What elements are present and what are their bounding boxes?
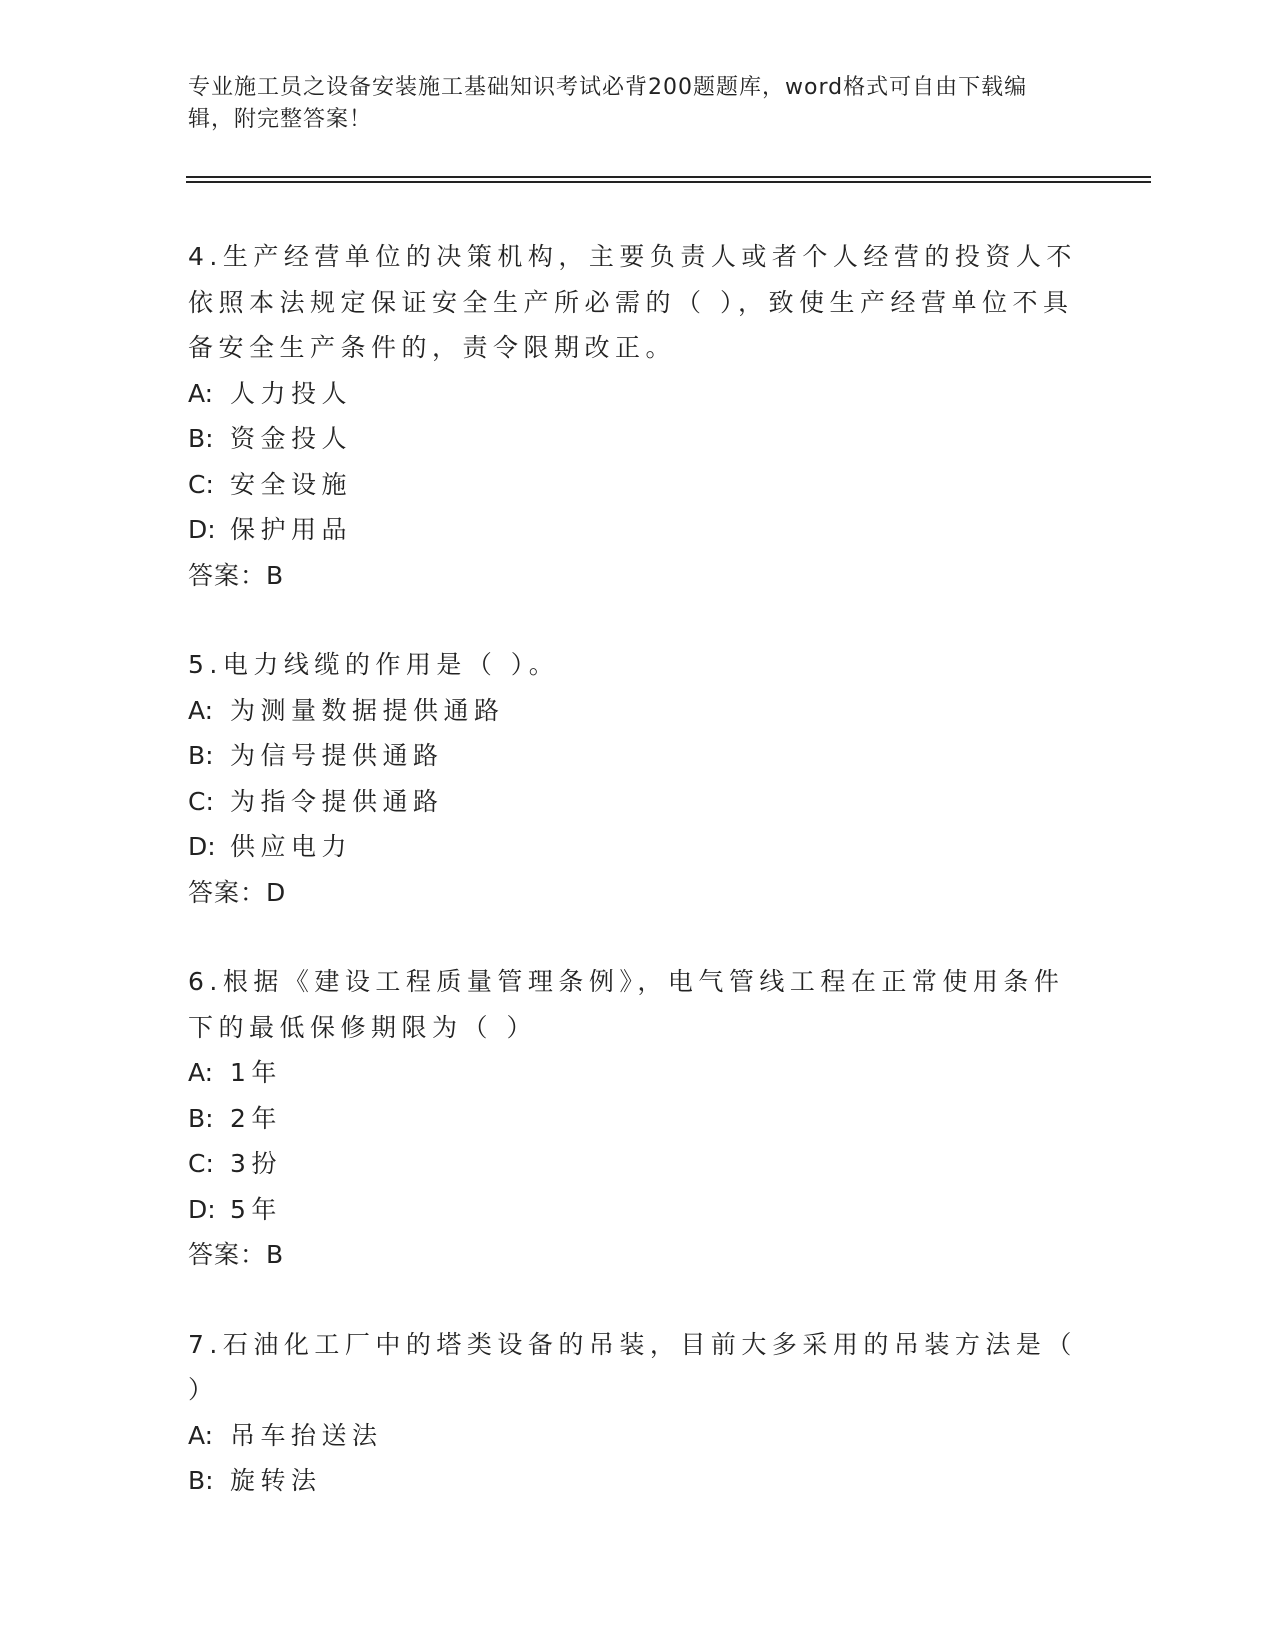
question-6 (188, 959, 1088, 1278)
option-d (188, 507, 1088, 553)
document-header (188, 72, 1068, 136)
option-a (188, 371, 1088, 417)
option-d (188, 1187, 1088, 1233)
option-a (188, 1050, 1088, 1096)
option-c (188, 779, 1088, 825)
option-c (188, 1141, 1088, 1187)
option-text: 旋转法 (230, 1466, 322, 1495)
document-title: 专业施工员之设备安装施工基础知识考试必背200题题库，word格式可自由下载编辑，附完整答案！ (188, 75, 1028, 132)
answer-line: 答案：B (188, 560, 285, 590)
option-letter: B: (188, 1466, 214, 1495)
option-text: 为测量数据提供通路 (230, 695, 505, 725)
option-text: 人力投人 (230, 378, 353, 408)
option-a (188, 688, 1088, 734)
option-letter: B: (188, 1103, 214, 1133)
option-letter: A: (188, 695, 214, 725)
header-divider-top (186, 176, 1151, 178)
question-list (188, 234, 1088, 1548)
option-c (188, 462, 1088, 508)
option-text: 为信号提供通路 (230, 741, 444, 770)
option-text: 安全设施 (230, 469, 353, 499)
option-b (188, 1458, 1088, 1504)
question-stem: 7.石油化工厂中的塔类设备的吊装，目前大多采用的吊装方法是（ ） (188, 1329, 1077, 1404)
option-a (188, 1413, 1088, 1459)
option-letter: C: (188, 1149, 214, 1178)
question-stem: 5.电力线缆的作用是（ ）。 (188, 650, 560, 679)
option-letter: B: (188, 741, 214, 770)
option-letter: A: (188, 1420, 214, 1450)
option-text: 2年 (230, 1103, 282, 1133)
option-text: 保护用品 (230, 515, 353, 544)
option-text: 供应电力 (230, 832, 353, 861)
option-text: 资金投人 (230, 424, 353, 453)
header-divider-bottom (186, 181, 1151, 183)
option-text: 1年 (230, 1058, 282, 1087)
option-letter: D: (188, 832, 216, 861)
option-text: 5年 (230, 1194, 282, 1224)
question-stem: 4.生产经营单位的决策机构，主要负责人或者个人经营的投资人不依照本法规定保证安全生产所必需的（ ），致使生产经营单位不具备安全生产条件的，责令限期改正。 (188, 242, 1077, 362)
option-letter: C: (188, 786, 214, 816)
option-d (188, 824, 1088, 870)
option-letter: A: (188, 378, 214, 408)
question-4 (188, 234, 1088, 598)
answer-line: 答案：B (188, 1240, 285, 1269)
question-stem: 6.根据《建设工程质量管理条例》，电气管线工程在正常使用条件下的最低保修期限为（ ） (188, 967, 1065, 1042)
option-letter: B: (188, 424, 214, 453)
option-text: 为指令提供通路 (230, 786, 444, 816)
option-letter: D: (188, 1194, 216, 1224)
question-5 (188, 642, 1088, 915)
option-b (188, 733, 1088, 779)
option-letter: A: (188, 1058, 214, 1087)
option-letter: C: (188, 469, 214, 499)
option-b (188, 416, 1088, 462)
option-b (188, 1096, 1088, 1142)
answer-line: 答案：D (188, 877, 287, 907)
option-text: 吊车抬送法 (230, 1420, 383, 1450)
option-text: 3扮 (230, 1149, 282, 1178)
question-7 (188, 1322, 1088, 1504)
option-letter: D: (188, 515, 216, 544)
